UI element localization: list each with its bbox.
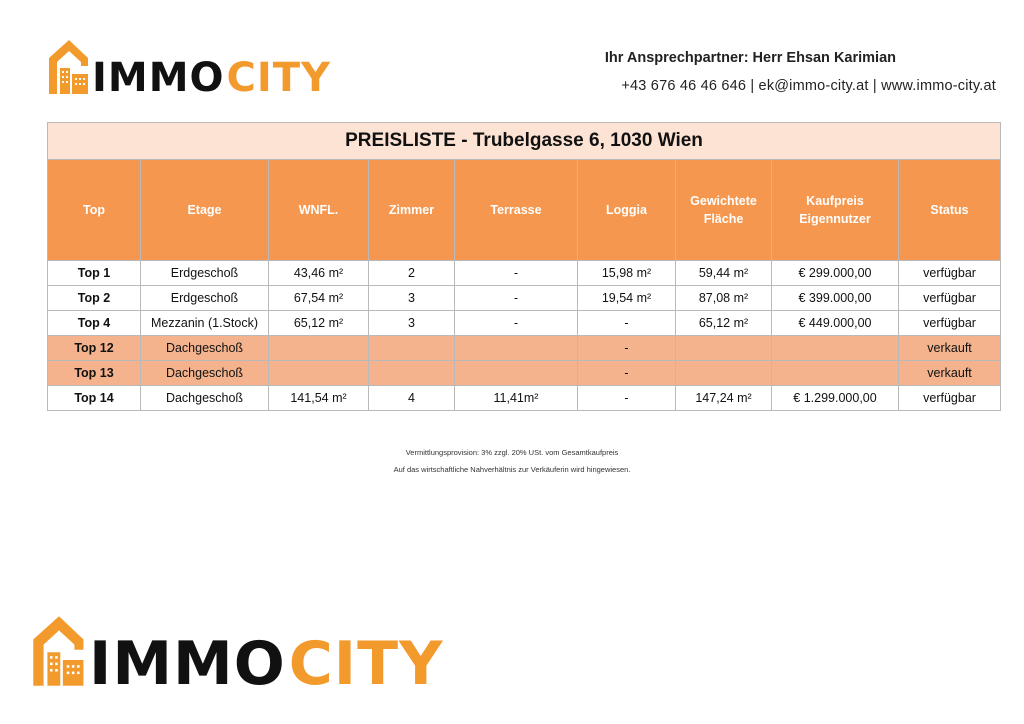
cell-terrasse bbox=[455, 361, 578, 386]
cell-terrasse bbox=[455, 336, 578, 361]
contact-details: +43 676 46 46 646 | ek@immo-city.at | www.immo-city.at bbox=[621, 78, 996, 94]
logo-word-city: CITY bbox=[288, 629, 444, 699]
cell-top: Top 12 bbox=[48, 336, 141, 361]
cell-terrasse: - bbox=[455, 286, 578, 311]
cell-status: verfügbar bbox=[899, 311, 1001, 336]
cell-gewichtete: 147,24 m² bbox=[676, 386, 772, 411]
header-etage: Etage bbox=[141, 160, 269, 261]
cell-terrasse: - bbox=[455, 311, 578, 336]
cell-gewichtete bbox=[676, 336, 772, 361]
cell-top: Top 13 bbox=[48, 361, 141, 386]
logo-word-immo: IMMO bbox=[92, 55, 225, 101]
cell-top: Top 4 bbox=[48, 311, 141, 336]
cell-wnfl: 65,12 m² bbox=[269, 311, 369, 336]
cell-kaufpreis bbox=[772, 361, 899, 386]
relationship-note: Auf das wirtschaftliche Nahverhältnis zur Verkäuferin wird hingewiesen. bbox=[393, 465, 631, 474]
header-gewichtete-line1: Gewichtete bbox=[690, 194, 757, 208]
cell-zimmer: 3 bbox=[369, 311, 455, 336]
header-gewichtete-line2: Fläche bbox=[703, 212, 744, 226]
cell-status: verfügbar bbox=[899, 261, 1001, 286]
cell-kaufpreis: € 1.299.000,00 bbox=[772, 386, 899, 411]
footnotes bbox=[0, 448, 1024, 482]
cell-gewichtete: 65,12 m² bbox=[676, 311, 772, 336]
cell-wnfl bbox=[269, 336, 369, 361]
house-building-logo-icon bbox=[48, 38, 90, 96]
cell-zimmer bbox=[369, 336, 455, 361]
header-status: Status bbox=[899, 160, 1001, 261]
cell-etage: Erdgeschoß bbox=[141, 261, 269, 286]
cell-etage: Erdgeschoß bbox=[141, 286, 269, 311]
cell-loggia: - bbox=[578, 386, 676, 411]
cell-gewichtete: 87,08 m² bbox=[676, 286, 772, 311]
cell-status: verkauft bbox=[899, 336, 1001, 361]
cell-top: Top 14 bbox=[48, 386, 141, 411]
header-gewichtete-flaeche bbox=[676, 160, 772, 261]
header-kaufpreis-line2: Eigennutzer bbox=[799, 212, 871, 226]
cell-zimmer: 4 bbox=[369, 386, 455, 411]
table-row bbox=[48, 336, 1001, 361]
header-terrasse: Terrasse bbox=[455, 160, 578, 261]
table-row bbox=[48, 361, 1001, 386]
cell-loggia: - bbox=[578, 311, 676, 336]
table-row bbox=[48, 261, 1001, 286]
cell-status: verfügbar bbox=[899, 286, 1001, 311]
header-zimmer: Zimmer bbox=[369, 160, 455, 261]
cell-zimmer bbox=[369, 361, 455, 386]
cell-etage: Dachgeschoß bbox=[141, 336, 269, 361]
table-row bbox=[48, 311, 1001, 336]
cell-wnfl bbox=[269, 361, 369, 386]
cell-etage: Mezzanin (1.Stock) bbox=[141, 311, 269, 336]
cell-loggia: - bbox=[578, 336, 676, 361]
contact-person: Ihr Ansprechpartner: Herr Ehsan Karimian bbox=[604, 50, 896, 66]
cell-gewichtete: 59,44 m² bbox=[676, 261, 772, 286]
header-loggia: Loggia bbox=[578, 160, 676, 261]
cell-kaufpreis: € 299.000,00 bbox=[772, 261, 899, 286]
table-row bbox=[48, 286, 1001, 311]
header-top: Top bbox=[48, 160, 141, 261]
header-kaufpreis bbox=[772, 160, 899, 261]
cell-wnfl: 141,54 m² bbox=[269, 386, 369, 411]
logo-word-immo: IMMO bbox=[89, 629, 286, 699]
cell-gewichtete bbox=[676, 361, 772, 386]
cell-zimmer: 2 bbox=[369, 261, 455, 286]
cell-wnfl: 43,46 m² bbox=[269, 261, 369, 286]
commission-note: Vermittlungsprovision: 3% zzgl. 20% USt. vom Gesamtkaufpreis bbox=[405, 448, 619, 457]
price-list-table bbox=[47, 122, 1001, 411]
cell-top: Top 1 bbox=[48, 261, 141, 286]
cell-kaufpreis: € 449.000,00 bbox=[772, 311, 899, 336]
cell-etage: Dachgeschoß bbox=[141, 361, 269, 386]
cell-status: verfügbar bbox=[899, 386, 1001, 411]
cell-loggia: 15,98 m² bbox=[578, 261, 676, 286]
cell-etage: Dachgeschoß bbox=[141, 386, 269, 411]
house-building-logo-icon bbox=[32, 612, 86, 690]
cell-terrasse: - bbox=[455, 261, 578, 286]
contact-block bbox=[605, 50, 996, 94]
table-row bbox=[48, 386, 1001, 411]
cell-zimmer: 3 bbox=[369, 286, 455, 311]
immocity-logo-bottom bbox=[32, 612, 444, 699]
header-wnfl: WNFL. bbox=[269, 160, 369, 261]
cell-kaufpreis: € 399.000,00 bbox=[772, 286, 899, 311]
logo-word-city: CITY bbox=[226, 55, 331, 101]
cell-wnfl: 67,54 m² bbox=[269, 286, 369, 311]
cell-top: Top 2 bbox=[48, 286, 141, 311]
cell-loggia: - bbox=[578, 361, 676, 386]
price-list-title: PREISLISTE - Trubelgasse 6, 1030 Wien bbox=[48, 123, 1001, 160]
cell-terrasse: 11,41m² bbox=[455, 386, 578, 411]
immocity-logo-top bbox=[48, 38, 331, 101]
cell-kaufpreis bbox=[772, 336, 899, 361]
header-kaufpreis-line1: Kaufpreis bbox=[806, 194, 864, 208]
cell-status: verkauft bbox=[899, 361, 1001, 386]
cell-loggia: 19,54 m² bbox=[578, 286, 676, 311]
